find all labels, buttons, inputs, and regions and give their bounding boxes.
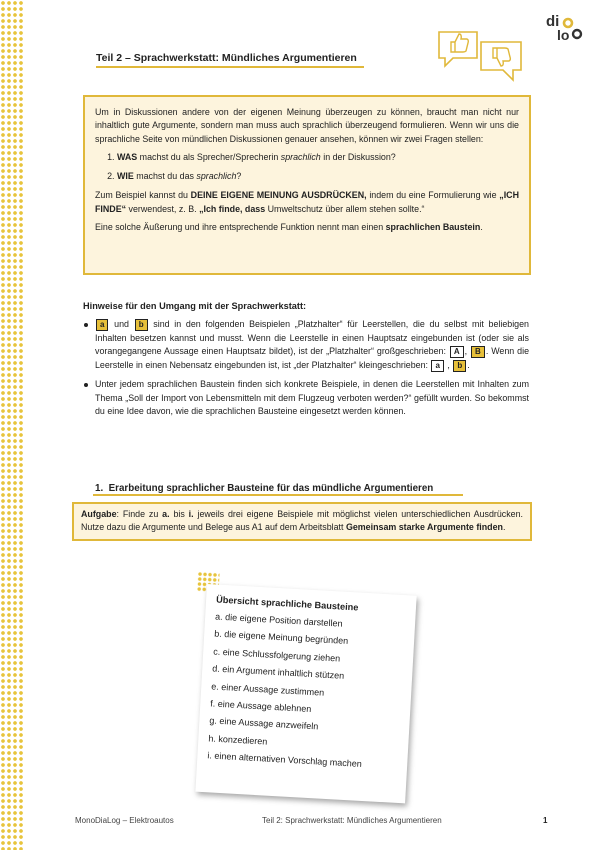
note-item-examples: Unter jedem sprachlichen Baustein finden sich konkrete Beispiele, in denen die Leerstellen mit Inhalten zum Thema „Soll der Import von Lebensmitteln mit dem Flugzeug verboten werden?“ gefüllt wurden. So bekommst du eine Idee davon, wie die sprachlichen Bausteine eingesetzt werden können. xyxy=(82,378,529,419)
svg-text:di: di xyxy=(546,13,560,30)
intro-question-1: 1. WAS machst du als Sprecher/Sprecherin sprachlich in der Diskussion? xyxy=(117,151,519,164)
title-underline xyxy=(96,66,364,68)
overview-item: b. die eigene Meinung begründen xyxy=(213,628,349,647)
placeholder-a-lower: a xyxy=(431,360,443,372)
intro-paragraph-3: Eine solche Äußerung und ihre entsprechende Funktion nennt man einen sprachlichen Baustein. xyxy=(95,222,483,233)
section-heading: 1. Erarbeitung sprachlicher Bausteine für das mündliche Argumentieren xyxy=(95,483,434,494)
overview-item: h. konzedieren xyxy=(208,733,268,747)
notes-list xyxy=(82,318,529,425)
overview-card xyxy=(195,584,422,808)
placeholder-b-lower: b xyxy=(453,360,466,372)
overview-item: i. einen alternativen Vorschlag machen xyxy=(207,750,363,770)
dialog-logo xyxy=(544,10,586,42)
page-title: Teil 2 – Sprachwerkstatt: Mündliches Argumentieren xyxy=(96,52,357,64)
overview-item: a. die eigene Position darstellen xyxy=(214,611,343,629)
intro-questions xyxy=(95,151,519,184)
intro-paragraph-2: Zum Beispiel kannst du DEINE EIGENE MEINUNG AUSDRÜCKEN, indem du eine Formulierung wie „ICH FINDE“ verwendest, z. B. „Ich finde, dass Umweltschutz über allem stehen sollte.“ xyxy=(95,190,519,214)
note-item-placeholders: a und b sind in den folgenden Beispielen „Platzhalter“ für Leerstellen, die du selbst mit beliebigen Inhalten besetzen kannst und musst. Wenn die Leerstelle in einen Hauptsatz eingebunden ist (oder sie als vorangegangene Aussage einen Hauptsatz bildet), ist der „Platzhalter“ großgeschrieben: A , B . Wenn die Leerstelle in einen Nebensatz eingebunden ist, ist „der Platzhalter“ kleingeschrieben: a , b . xyxy=(82,318,529,372)
footer-left: MonoDiaLog – Elektroautos xyxy=(75,816,174,825)
intro-paragraph-1: Um in Diskussionen andere von der eigenen Meinung überzeugen zu können, braucht man nicht nur inhaltlich gute Argumente, sondern man muss auch sprachlich überzeugend formulieren. Wenn wir uns die sprachliche Seite von mündlichen Diskussionen genauer ansehen, können wir zwei Fragen stellen: xyxy=(95,107,519,144)
decorative-dot-strip xyxy=(0,0,24,850)
page-number: 1 xyxy=(543,816,548,825)
footer-center: Teil 2: Sprachwerkstatt: Mündliches Argumentieren xyxy=(262,816,442,825)
overview-item: g. eine Aussage anzweifeln xyxy=(209,715,319,732)
placeholder-a: a xyxy=(96,319,108,331)
overview-card-body xyxy=(195,584,416,803)
overview-item: e. einer Aussage zustimmen xyxy=(211,681,325,698)
placeholder-b: b xyxy=(135,319,148,331)
overview-item: c. eine Schlussfolgerung ziehen xyxy=(212,646,341,664)
overview-title: Übersicht sprachliche Bausteine xyxy=(215,594,359,613)
placeholder-A-upper: A xyxy=(450,346,464,358)
task-label: Aufgabe xyxy=(81,509,117,519)
task-box: Aufgabe: Finde zu a. bis i. jeweils drei eigene Beispiele mit möglichst vielen unterschiedlichen Ausdrücken. Nutze dazu die Argumente und Belege aus A1 auf dem Arbeitsblatt Gemeinsam starke Argumente finden. xyxy=(72,502,532,541)
intro-box xyxy=(83,95,531,275)
svg-text:lo: lo xyxy=(557,27,570,42)
notes-heading: Hinweise für den Umgang mit der Sprachwerkstatt: xyxy=(83,301,307,311)
thumbs-up-down-speech-bubbles-icon xyxy=(437,28,523,82)
overview-item: f. eine Aussage ablehnen xyxy=(210,698,312,715)
intro-question-2: 2. WIE machst du das sprachlich? xyxy=(117,170,519,183)
section-underline xyxy=(93,494,463,496)
overview-item: d. ein Argument inhaltlich stützen xyxy=(212,663,345,682)
placeholder-B-upper: B xyxy=(471,346,485,358)
